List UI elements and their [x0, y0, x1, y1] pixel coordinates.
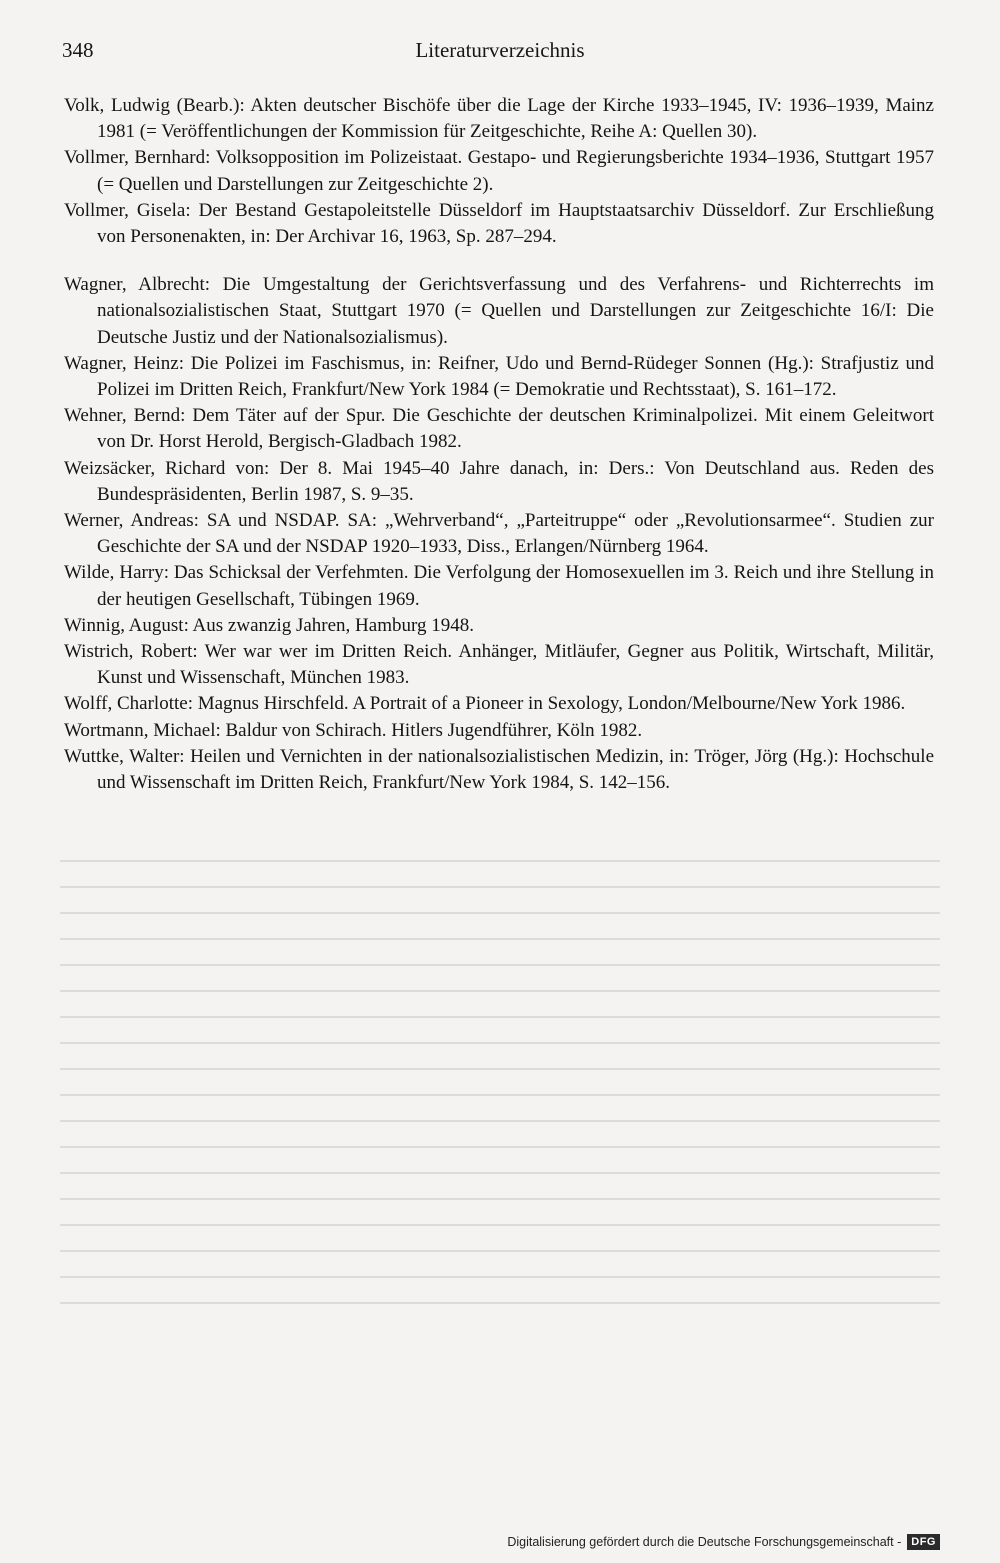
page-header [62, 38, 938, 70]
footer-text: Digitalisierung gefördert durch die Deutsche Forschungsgemeinschaft - [507, 1535, 902, 1549]
bibliography-entry: Wilde, Harry: Das Schicksal der Verfehmten. Die Verfolgung der Homosexuellen im 3. Reich und ihre Stellung in der heutigen Gesellschaft, Tübingen 1969. [64, 562, 934, 610]
bibliography-entry: Weizsäcker, Richard von: Der 8. Mai 1945–40 Jahre danach, in: Ders.: Von Deutschland aus. Reden des Bundespräsidenten, Berlin 1987, S. 9–35. [64, 457, 934, 505]
bibliography-entries [64, 93, 934, 796]
show-through-background [60, 860, 940, 1330]
digitization-footer [507, 1534, 940, 1550]
bibliography-entry: Wuttke, Walter: Heilen und Vernichten in der nationalsozialistischen Medizin, in: Tröger, Jörg (Hg.): Hochschule und Wissenschaft im Dritten Reich, Frankfurt/New York 1984, S. 142–156. [64, 745, 934, 794]
letter-group-separator [64, 250, 934, 272]
page-number: 348 [62, 38, 94, 62]
bibliography-entry: Wolff, Charlotte: Magnus Hirschfeld. A Portrait of a Pioneer in Sexology, London/Melbourne/New York 1986. [64, 693, 906, 715]
running-title: Literaturverzeichnis [415, 38, 585, 62]
bibliography-entry: Volk, Ludwig (Bearb.): Akten deutscher Bischöfe über die Lage der Kirche 1933–1945, IV: 1936–1939, Mainz 1981 (= Veröffentlichungen der Kommission für Zeitgeschichte, Reihe A: Quellen 30). [64, 95, 934, 143]
bibliography-entry: Vollmer, Gisela: Der Bestand Gestapoleitstelle Düsseldorf im Hauptstaatsarchiv Düsseldorf. Zur Erschließung von Personenakten, in: Der Archivar 16, 1963, Sp. 287–294. [64, 199, 934, 248]
bibliography-entry: Wehner, Bernd: Dem Täter auf der Spur. Die Geschichte der deutschen Kriminalpolizei. Mit einem Geleitwort von Dr. Horst Herold, Bergisch-Gladbach 1982. [64, 405, 934, 453]
bibliography-entry: Vollmer, Bernhard: Volksopposition im Polizeistaat. Gestapo- und Regierungsberichte 1934–1936, Stuttgart 1957 (= Quellen und Darstellungen zur Zeitgeschichte 2). [64, 147, 934, 195]
dfg-logo: DFG [907, 1534, 940, 1550]
bibliography-entry: Winnig, August: Aus zwanzig Jahren, Hamburg 1948. [64, 614, 474, 636]
bibliography-entry: Werner, Andreas: SA und NSDAP. SA: „Wehrverband“, „Parteitruppe“ oder „Revolutionsarmee“. Studien zur Geschichte der SA und der NSDAP 1920–1933, Diss., Erlangen/Nürnberg 1964. [64, 510, 934, 558]
bibliography-entry: Wagner, Heinz: Die Polizei im Faschismus, in: Reifner, Udo und Bernd-Rüdeger Sonnen (Hg.): Strafjustiz und Polizei im Dritten Reich, Frankfurt/New York 1984 (= Demokratie und Rechtsstaat), S. 161–172. [64, 352, 934, 401]
bibliography-entry: Wistrich, Robert: Wer war wer im Dritten Reich. Anhänger, Mitläufer, Gegner aus Politik, Wirtschaft, Militär, Kunst und Wissenschaft, München 1983. [64, 641, 934, 689]
bibliography-entry: Wortmann, Michael: Baldur von Schirach. Hitlers Jugendführer, Köln 1982. [64, 719, 643, 741]
bibliography-entry: Wagner, Albrecht: Die Umgestaltung der Gerichtsverfassung und des Verfahrens- und Richterrechts im nationalsozialistischen Staat, Stuttgart 1970 (= Quellen und Darstellungen zur Zeitgeschichte 16/I: Die Deutsche Justiz und der Nationalsozialismus). [64, 274, 934, 348]
